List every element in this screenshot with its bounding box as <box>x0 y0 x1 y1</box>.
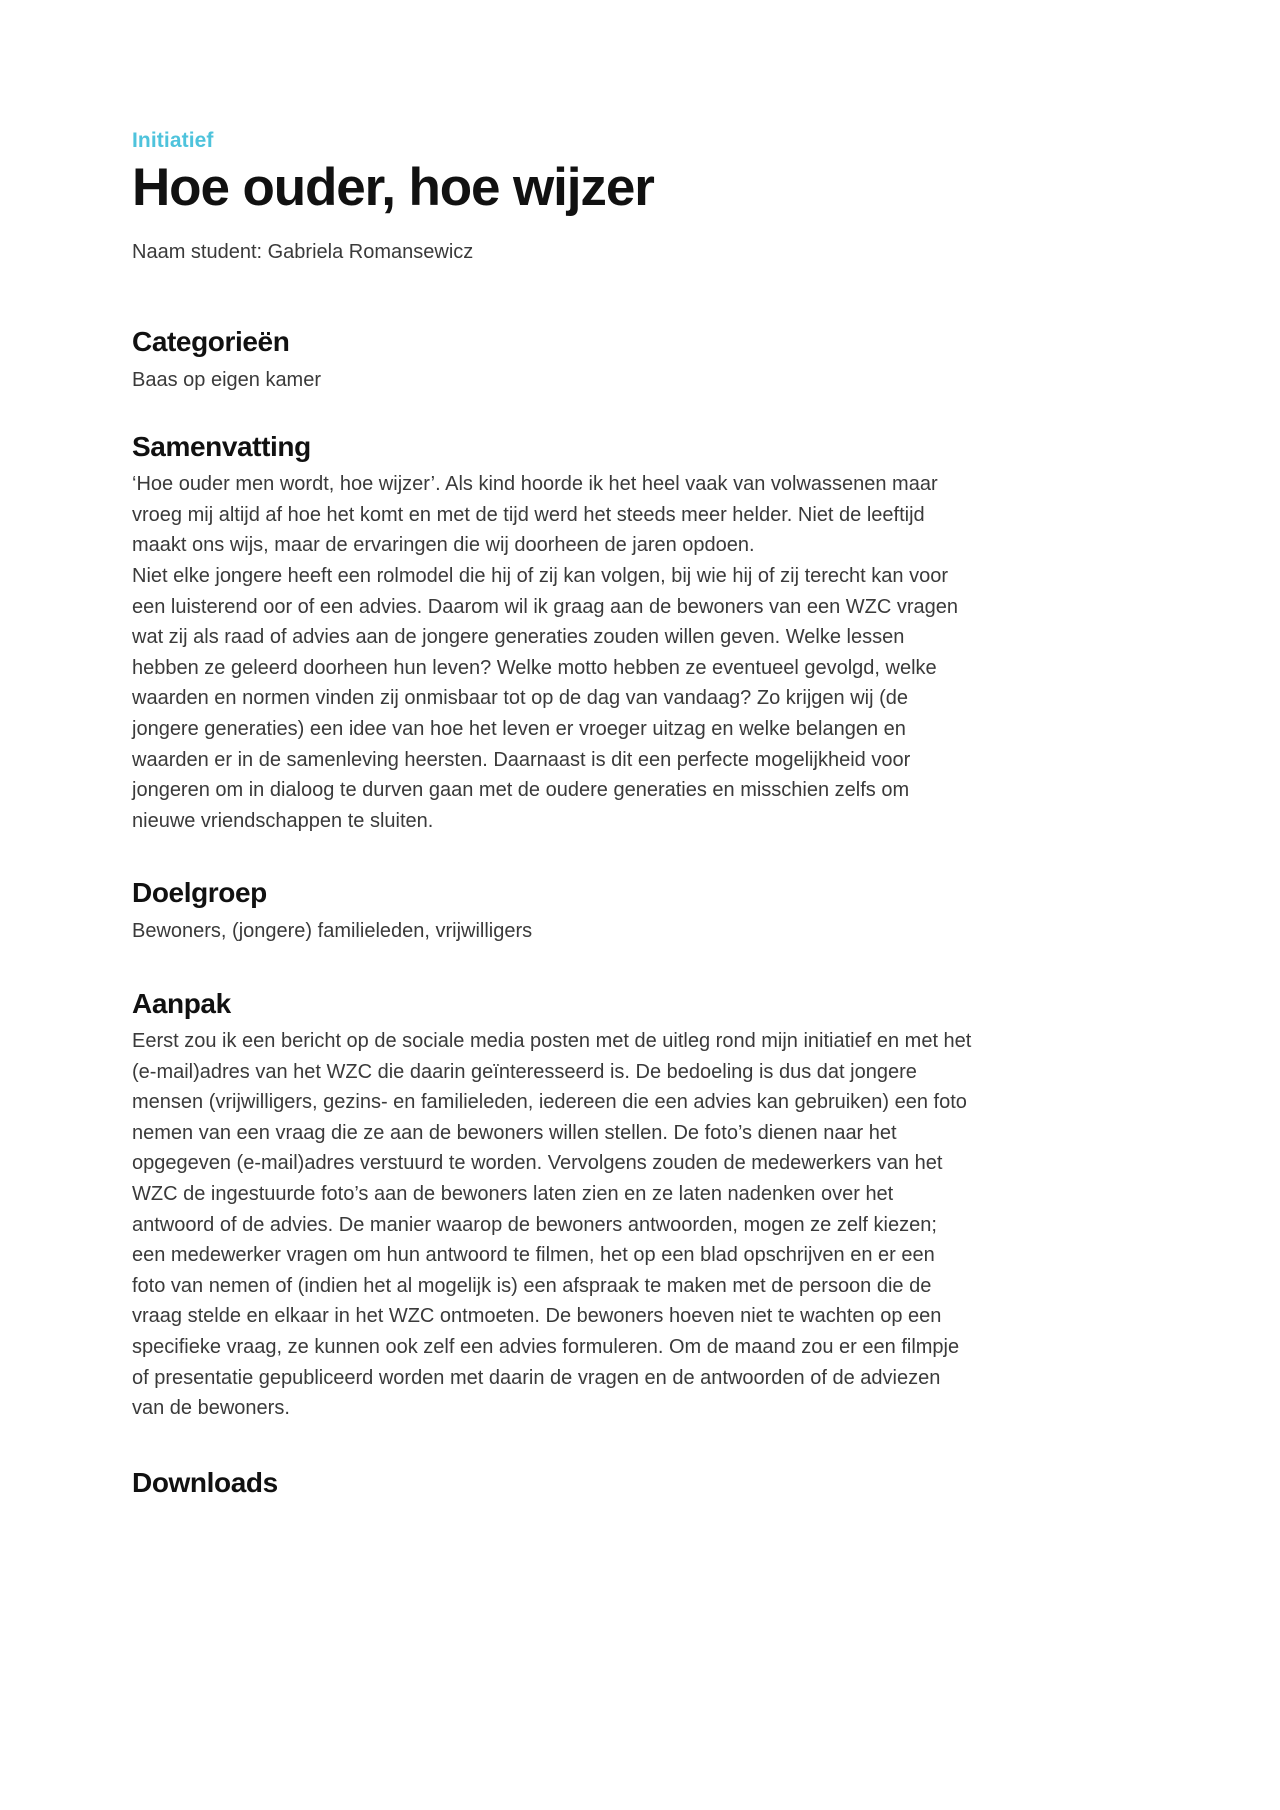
section-heading-categorieen: Categorieën <box>132 326 290 358</box>
section-body-categorieen: Baas op eigen kamer <box>132 369 322 392</box>
section-heading-downloads: Downloads <box>132 1466 278 1498</box>
samenvatting-paragraph-1: ‘Hoe ouder men wordt, hoe wijzer’. Als kind hoorde ik het heel vaak van volwassenen maar vroeg mij altijd af hoe het komt en met de tijd werd het steeds meer helder. Niet de leeftijd maakt ons wijs, maar de ervaringen die wij doorheen de jaren opdoen. <box>132 473 938 557</box>
section-downloads <box>132 1466 972 1500</box>
page-title: Hoe ouder, hoe wijzer <box>132 158 654 218</box>
document-content-column <box>132 128 972 1499</box>
section-aanpak <box>132 987 972 1424</box>
samenvatting-paragraph-2: Niet elke jongere heeft een rolmodel die hij of zij kan volgen, bij wie hij of zij terecht kan voor een luisterend oor of een advies. Daarom wil ik graag aan de bewoners van een WZC vragen wat zij als raad of advies aan de jongere generaties zouden willen geven. Welke lessen hebben ze geleerd doorheen hun leven? Welke motto hebben ze eventueel gevolgd, welke waarden en normen vinden zij onmisbaar tot op de dag van vandaag? Zo krijgen wij (de jongere generaties) een idee van hoe het leven er vroeger uitzag en welke belangen en waarden er in de samenleving heersten. Daarnaast is dit een perfecte mogelijkheid voor jongeren om in dialoog te durven gaan met de oudere generaties en misschien zelfs om nieuwe vriendschappen te sluiten. <box>132 564 959 832</box>
section-heading-samenvatting: Samenvatting <box>132 430 311 462</box>
student-name-line: Naam student: Gabriela Romansewicz <box>132 241 474 264</box>
section-body-samenvatting <box>132 469 972 836</box>
section-samenvatting <box>132 430 972 837</box>
section-heading-aanpak: Aanpak <box>132 987 231 1019</box>
section-body-aanpak: Eerst zou ik een bericht op de sociale media posten met de uitleg rond mijn initiatief en met het (e-mail)adres van het WZC die daarin geïnteresseerd is. De bedoeling is dus dat jongere mensen (vrijwilligers, gezins- en familieleden, iedereen die een advies kan gebruiken) een foto nemen van een vraag die ze aan de bewoners willen stellen. De foto’s dienen naar het opgegeven (e-mail)adres verstuurd te worden. Vervolgens zouden de medewerkers van het WZC de ingestuurde foto’s aan de bewoners laten zien en ze laten nadenken over het antwoord of de advies. De manier waarop de bewoners antwoorden, mogen ze zelf kiezen; een medewerker vragen om hun antwoord te filmen, het op een blad opschrijven en er een foto van nemen of (indien het al mogelijk is) een afspraak te maken met de persoon die de vraag stelde en elkaar in het WZC ontmoeten. De bewoners hoeven niet te wachten op een specifieke vraag, ze kunnen ook zelf een advies formuleren. Om de maand zou er een filmpje of presentatie gepubliceerd worden met daarin de vragen en de antwoorden of de adviezen van de bewoners. <box>132 1030 972 1420</box>
section-body-doelgroep: Bewoners, (jongere) familieleden, vrijwilligers <box>132 919 533 942</box>
section-heading-doelgroep: Doelgroep <box>132 877 267 909</box>
section-categorieen <box>132 325 972 395</box>
section-doelgroep <box>132 876 972 946</box>
eyebrow-label: Initiatief <box>132 129 214 152</box>
